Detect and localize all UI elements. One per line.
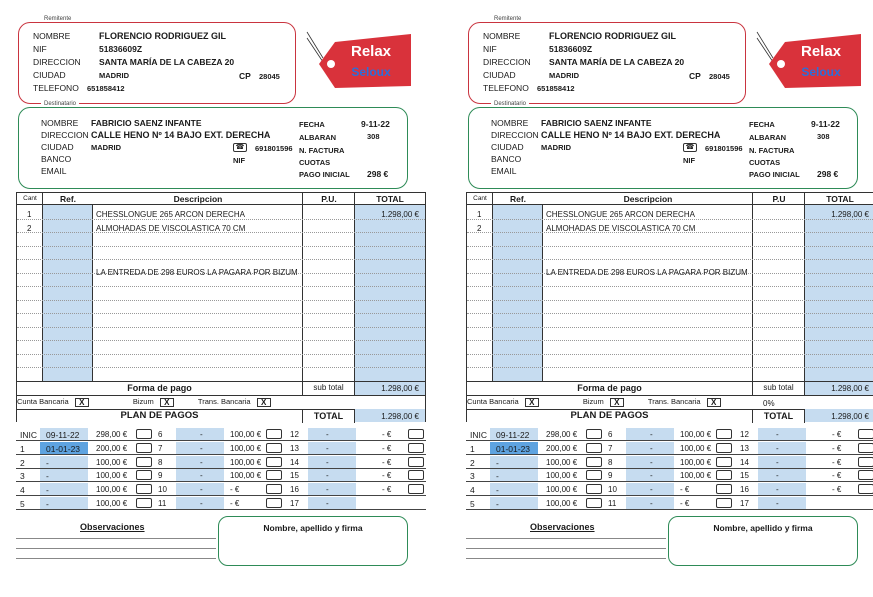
label-pago-inicial: PAGO INICIAL	[749, 170, 800, 179]
phone-icon: ☎	[233, 143, 247, 152]
plan-amount: - €	[680, 485, 690, 495]
row-separator	[17, 367, 425, 368]
plan-date: -	[776, 443, 779, 453]
col-cant: Cant	[467, 193, 493, 205]
plan-check-box[interactable]	[586, 443, 602, 453]
sender-cp: 28045	[709, 72, 730, 81]
plan-amount: 200,00 €	[96, 443, 128, 453]
plan-row-number: 10	[608, 485, 617, 495]
signature-label: Nombre, apellido y firma	[263, 523, 363, 533]
plan-check-box[interactable]	[716, 429, 732, 439]
sub-total-value: 1.298,00 €	[831, 384, 869, 393]
plan-amount: 100,00 €	[546, 499, 578, 508]
plan-amount: - €	[382, 443, 392, 453]
row-separator	[17, 246, 425, 247]
checkbox-cuenta-bancaria[interactable]: X	[525, 398, 539, 407]
row-separator	[17, 313, 425, 314]
plan-row-number: 10	[158, 485, 167, 495]
label-fecha: FECHA	[749, 120, 775, 129]
plan-amount: 298,00 €	[96, 430, 128, 439]
total-value: 1.298,00 €	[381, 412, 419, 421]
recipient-box	[18, 101, 408, 189]
col-descripcion: Descripcion	[543, 193, 753, 205]
plan-check-box[interactable]	[716, 443, 732, 453]
row-separator	[17, 327, 425, 328]
item-1-cant: 1	[27, 210, 32, 219]
col-ref: Ref.	[43, 193, 93, 205]
item-1-desc: CHESSLONGUE 265 ARCON DERECHA	[96, 210, 245, 219]
label-nif: NIF	[233, 156, 246, 165]
plan-date: -	[496, 457, 499, 468]
logo-text-1: Relax	[800, 43, 842, 60]
col-total: TOTAL	[805, 193, 873, 205]
plan-amount: 100,00 €	[546, 485, 578, 495]
signature-box[interactable]	[218, 516, 408, 566]
plan-check-box[interactable]	[408, 443, 424, 453]
plan-amount: 100,00 €	[680, 443, 712, 453]
plan-date: -	[650, 485, 653, 495]
price-tag-logo	[305, 28, 415, 92]
sender-phone: 651858412	[87, 84, 125, 93]
label-ciudad: CIUDAD	[41, 142, 74, 152]
plan-row-number: 13	[290, 443, 299, 453]
plan-row-number: 5	[20, 499, 25, 509]
row-separator	[17, 259, 425, 260]
item-2-desc: ALMOHADAS DE VISCOLASTICA 70 CM	[546, 224, 696, 233]
checkbox-cuenta-bancaria[interactable]: X	[75, 398, 89, 407]
total-label: TOTAL	[303, 409, 355, 423]
plan-amount: 100,00 €	[546, 471, 578, 481]
plan-check-box[interactable]	[858, 470, 873, 480]
plan-check-box[interactable]	[716, 457, 732, 467]
plan-amount: - €	[680, 499, 690, 508]
row-separator	[17, 300, 425, 301]
label-cuotas: CUOTAS	[299, 158, 331, 167]
plan-amount: 200,00 €	[546, 443, 578, 453]
plan-row-number: 11	[158, 499, 167, 508]
label-direccion: DIRECCION	[483, 57, 531, 67]
plan-row-number: 2	[20, 457, 25, 468]
row-separator	[17, 286, 425, 287]
recipient-phone: 691801596	[255, 144, 293, 153]
label-nif: NIF	[683, 156, 696, 165]
invoice-sheet-left	[10, 0, 430, 597]
plan-row-number: 2	[470, 457, 475, 468]
plan-row-number: 15	[290, 471, 299, 481]
percent-value: 0%	[763, 399, 775, 408]
item-2-desc: ALMOHADAS DE VISCOLASTICA 70 CM	[96, 224, 246, 233]
sub-total-label: sub total	[303, 381, 355, 395]
recipient-name: FABRICIO SAENZ INFANTE	[91, 118, 202, 128]
plan-row-number: 12	[290, 430, 299, 439]
checkbox-bizum[interactable]: X	[160, 398, 174, 407]
plan-check-box[interactable]	[858, 457, 873, 467]
plan-check-box[interactable]	[858, 443, 873, 453]
label-email: EMAIL	[491, 166, 517, 176]
note-line: LA ENTREDA DE 298 EUROS LA PAGARA POR BIZUM	[96, 268, 298, 277]
plan-date: -	[46, 457, 49, 468]
recipient-box-label: Destinatario	[41, 101, 79, 107]
payment-methods	[467, 397, 721, 407]
plan-amount: - €	[382, 430, 392, 439]
plan-date: -	[326, 430, 329, 439]
plan-check-box[interactable]	[586, 470, 602, 480]
plan-amount: 100,00 €	[96, 471, 128, 481]
sender-box	[18, 16, 296, 104]
label-bizum: Bizum	[132, 397, 154, 406]
label-ciudad: CIUDAD	[483, 70, 516, 80]
sender-cp: 28045	[259, 72, 280, 81]
invoice-sheet-right	[460, 0, 873, 597]
invoice-date: 9-11-22	[361, 119, 390, 129]
phone-icon: ☎	[683, 143, 697, 152]
plan-date: -	[200, 430, 203, 439]
plan-date: -	[496, 499, 499, 509]
plan-amount: 100,00 €	[96, 499, 128, 508]
plan-row-number: 5	[470, 499, 475, 509]
plan-row-number: 1	[20, 443, 25, 454]
plan-check-box[interactable]	[716, 470, 732, 480]
plan-date: -	[326, 457, 329, 467]
plan-row-number: 11	[608, 499, 617, 508]
plan-row-number: 6	[608, 430, 613, 439]
plan-date: -	[200, 443, 203, 453]
label-cp: CP	[239, 71, 251, 81]
note-line: LA ENTREDA DE 298 EUROS LA PAGARA POR BIZUM	[546, 268, 748, 277]
plan-amount: - €	[832, 471, 842, 481]
plan-date: -	[200, 485, 203, 495]
plan-amount: - €	[230, 485, 240, 495]
plan-amount: - €	[382, 471, 392, 481]
label-cp: CP	[689, 71, 701, 81]
recipient-box-label: Destinatario	[491, 101, 529, 107]
plan-row-number: 3	[470, 471, 475, 482]
label-albaran: ALBARAN	[749, 133, 787, 142]
plan-date: -	[496, 471, 499, 482]
label-fecha: FECHA	[299, 120, 325, 129]
plan-check-box[interactable]	[136, 457, 152, 467]
label-nif: NIF	[483, 44, 497, 54]
row-separator	[467, 367, 873, 368]
recipient-address: CALLE HENO Nº 14 BAJO EXT. DERECHA	[91, 130, 271, 140]
plan-amount: 100,00 €	[680, 471, 712, 481]
logo-text-2: Seloux	[351, 65, 391, 79]
plan-row-number: 1	[470, 443, 475, 454]
plan-check-box[interactable]	[408, 470, 424, 480]
label-banco: BANCO	[41, 154, 72, 164]
row-separator	[467, 259, 873, 260]
row-separator	[467, 354, 873, 355]
label-trans-bancaria: Trans. Bancaria	[647, 397, 701, 406]
plan-amount: 100,00 €	[680, 457, 712, 467]
plan-amount: 100,00 €	[230, 471, 262, 481]
plan-row-number: 16	[290, 485, 299, 495]
forma-pago-title: Forma de pago	[17, 381, 303, 395]
plan-amount: - €	[382, 457, 392, 467]
col-ref: Ref.	[493, 193, 543, 205]
label-direccion: DIRECCION	[491, 130, 539, 140]
recipient-address: CALLE HENO Nº 14 BAJO EXT. DERECHA	[541, 130, 721, 140]
plan-check-box[interactable]	[586, 457, 602, 467]
plan-row-number: INIC	[20, 430, 37, 440]
plan-row-number: 8	[608, 457, 613, 467]
items-table	[16, 192, 426, 422]
plan-date: -	[46, 471, 49, 482]
label-albaran: ALBARAN	[299, 133, 337, 142]
plan-date: -	[776, 485, 779, 495]
plan-check-box[interactable]	[408, 457, 424, 467]
col-pu: P.U	[753, 193, 805, 205]
plan-pagos-title: PLAN DE PAGOS	[467, 409, 753, 423]
item-1-cant: 1	[477, 210, 482, 219]
plan-amount: - €	[832, 457, 842, 467]
invoice-date: 9-11-22	[811, 119, 840, 129]
item-1-total: 1.298,00 €	[831, 210, 869, 219]
checkbox-bizum[interactable]: X	[610, 398, 624, 407]
label-nombre: NOMBRE	[41, 118, 79, 128]
item-1-total: 1.298,00 €	[381, 210, 419, 219]
plan-amount: 100,00 €	[546, 457, 578, 467]
sender-name: FLORENCIO RODRIGUEZ GIL	[99, 31, 226, 41]
row-separator	[467, 246, 873, 247]
plan-check-box[interactable]	[858, 484, 873, 494]
sender-city: MADRID	[549, 71, 579, 80]
plan-date: 01-01-23	[46, 443, 81, 454]
recipient-city: MADRID	[91, 143, 121, 152]
forma-pago-title: Forma de pago	[467, 381, 753, 395]
logo-text-2: Seloux	[801, 65, 841, 79]
plan-check-box[interactable]	[716, 484, 732, 494]
plan-check-box[interactable]	[408, 429, 424, 439]
sender-phone: 651858412	[537, 84, 575, 93]
pago-inicial-value: 298 €	[817, 169, 839, 179]
label-trans-bancaria: Trans. Bancaria	[197, 397, 251, 406]
payment-methods	[17, 397, 271, 407]
label-cuotas: CUOTAS	[749, 158, 781, 167]
plan-check-box[interactable]	[266, 443, 282, 453]
observaciones-title: Observaciones	[80, 522, 145, 532]
label-email: EMAIL	[41, 166, 67, 176]
item-1-desc: CHESSLONGUE 265 ARCON DERECHA	[546, 210, 695, 219]
sender-box	[468, 16, 746, 104]
plan-amount: - €	[230, 499, 240, 508]
plan-row-number: 13	[740, 443, 749, 453]
plan-check-box[interactable]	[266, 484, 282, 494]
pago-inicial-value: 298 €	[367, 169, 389, 179]
label-nombre: NOMBRE	[483, 31, 521, 41]
sender-address: SANTA MARÍA DE LA CABEZA 20	[99, 57, 235, 67]
plan-date: -	[46, 499, 49, 509]
plan-row-number: 6	[158, 430, 163, 439]
plan-pagos-title: PLAN DE PAGOS	[17, 409, 303, 423]
row-separator	[467, 286, 873, 287]
plan-date: -	[776, 430, 779, 439]
sender-city: MADRID	[99, 71, 129, 80]
plan-date: 09-11-22	[46, 430, 80, 440]
plan-date: -	[776, 457, 779, 467]
label-cuenta-bancaria: Cunta Bancaria	[467, 397, 519, 406]
plan-row-number: 14	[740, 457, 749, 467]
plan-amount: 100,00 €	[230, 443, 262, 453]
total-label: TOTAL	[753, 409, 805, 423]
label-ciudad: CIUDAD	[491, 142, 524, 152]
sub-total-label: sub total	[753, 381, 805, 395]
plan-date: 09-11-22	[496, 430, 530, 440]
plan-date: -	[46, 485, 49, 496]
plan-amount: - €	[832, 485, 842, 495]
plan-check-box[interactable]	[408, 484, 424, 494]
plan-row-number: 7	[158, 443, 163, 453]
col-total: TOTAL	[355, 193, 425, 205]
row-separator	[467, 300, 873, 301]
plan-check-box[interactable]	[136, 498, 152, 508]
plan-amount: 100,00 €	[680, 430, 712, 439]
col-cant: Cant	[17, 193, 43, 205]
plan-row-number: 8	[158, 457, 163, 467]
recipient-box	[468, 101, 858, 189]
items-table	[466, 192, 873, 422]
plan-row-number: INIC	[470, 430, 487, 440]
label-n-factura: N. FACTURA	[299, 146, 345, 155]
label-direccion: DIRECCION	[41, 130, 89, 140]
observaciones-title: Observaciones	[530, 522, 595, 532]
plan-date: -	[650, 471, 653, 481]
plan-date: -	[200, 457, 203, 467]
label-cuenta-bancaria: Cunta Bancaria	[17, 397, 69, 406]
plan-date: -	[326, 485, 329, 495]
plan-amount: 298,00 €	[546, 430, 578, 439]
sender-name: FLORENCIO RODRIGUEZ GIL	[549, 31, 676, 41]
plan-date: -	[776, 499, 779, 508]
checkbox-trans-bancaria[interactable]: X	[257, 398, 271, 407]
row-separator	[17, 340, 425, 341]
plan-row-number: 17	[740, 499, 749, 508]
label-bizum: Bizum	[582, 397, 604, 406]
plan-check-box[interactable]	[266, 429, 282, 439]
label-direccion: DIRECCION	[33, 57, 81, 67]
total-value: 1.298,00 €	[831, 412, 869, 421]
plan-date: -	[326, 471, 329, 481]
plan-row-number: 9	[608, 471, 613, 481]
label-nombre: NOMBRE	[491, 118, 529, 128]
logo-text-1: Relax	[350, 43, 392, 60]
plan-date: 01-01-23	[496, 443, 531, 454]
recipient-city: MADRID	[541, 143, 571, 152]
col-pu: P.U.	[303, 193, 355, 205]
plan-check-box[interactable]	[716, 498, 732, 508]
recipient-phone: 691801596	[705, 144, 743, 153]
row-separator	[467, 327, 873, 328]
row-separator	[17, 354, 425, 355]
label-banco: BANCO	[491, 154, 522, 164]
col-descripcion: Descripcion	[93, 193, 303, 205]
plan-row-number: 14	[290, 457, 299, 467]
plan-check-box[interactable]	[136, 484, 152, 494]
row-separator	[467, 313, 873, 314]
sender-nif: 51836609Z	[549, 44, 593, 54]
plan-row-number: 7	[608, 443, 613, 453]
plan-date: -	[650, 499, 653, 508]
signature-label: Nombre, apellido y firma	[713, 523, 813, 533]
checkbox-trans-bancaria[interactable]: X	[707, 398, 721, 407]
plan-date: -	[650, 457, 653, 467]
plan-amount: 100,00 €	[230, 457, 262, 467]
plan-check-box[interactable]	[136, 429, 152, 439]
sender-box-label: Remitente	[41, 16, 74, 22]
plan-date: -	[326, 443, 329, 453]
row-separator	[467, 340, 873, 341]
plan-check-box[interactable]	[136, 443, 152, 453]
plan-amount: 100,00 €	[96, 485, 128, 495]
plan-row-number: 15	[740, 471, 749, 481]
plan-row-number: 4	[20, 485, 25, 496]
plan-date: -	[200, 499, 203, 508]
plan-row-number: 17	[290, 499, 299, 508]
albaran-number: 308	[367, 132, 380, 141]
label-n-factura: N. FACTURA	[749, 146, 795, 155]
plan-date: -	[776, 471, 779, 481]
plan-date: -	[650, 443, 653, 453]
plan-date: -	[650, 430, 653, 439]
plan-check-box[interactable]	[266, 498, 282, 508]
plan-check-box[interactable]	[858, 429, 873, 439]
plan-check-box[interactable]	[586, 484, 602, 494]
item-2-cant: 2	[27, 224, 32, 233]
plan-row-number: 12	[740, 430, 749, 439]
plan-amount: - €	[832, 430, 842, 439]
albaran-number: 308	[817, 132, 830, 141]
item-2-cant: 2	[477, 224, 482, 233]
label-nombre: NOMBRE	[33, 31, 71, 41]
plan-date: -	[200, 471, 203, 481]
plan-row-number: 9	[158, 471, 163, 481]
label-ciudad: CIUDAD	[33, 70, 66, 80]
plan-check-box[interactable]	[586, 429, 602, 439]
sender-nif: 51836609Z	[99, 44, 143, 54]
label-pago-inicial: PAGO INICIAL	[299, 170, 350, 179]
plan-amount: - €	[832, 443, 842, 453]
sender-address: SANTA MARÍA DE LA CABEZA 20	[549, 57, 685, 67]
label-telefono: TELEFONO	[33, 83, 79, 93]
plan-row-number: 4	[470, 485, 475, 496]
plan-amount: 100,00 €	[230, 430, 262, 439]
plan-date: -	[326, 499, 329, 508]
plan-check-box[interactable]	[136, 470, 152, 480]
signature-box[interactable]	[668, 516, 858, 566]
plan-check-box[interactable]	[586, 498, 602, 508]
recipient-name: FABRICIO SAENZ INFANTE	[541, 118, 652, 128]
plan-check-box[interactable]	[266, 470, 282, 480]
plan-amount: 100,00 €	[96, 457, 128, 467]
plan-row-number: 16	[740, 485, 749, 495]
plan-check-box[interactable]	[266, 457, 282, 467]
plan-row-number: 3	[20, 471, 25, 482]
sub-total-value: 1.298,00 €	[381, 384, 419, 393]
plan-amount: - €	[382, 485, 392, 495]
label-nif: NIF	[33, 44, 47, 54]
sender-box-label: Remitente	[491, 16, 524, 22]
price-tag-logo	[755, 28, 865, 92]
plan-date: -	[496, 485, 499, 496]
label-telefono: TELEFONO	[483, 83, 529, 93]
